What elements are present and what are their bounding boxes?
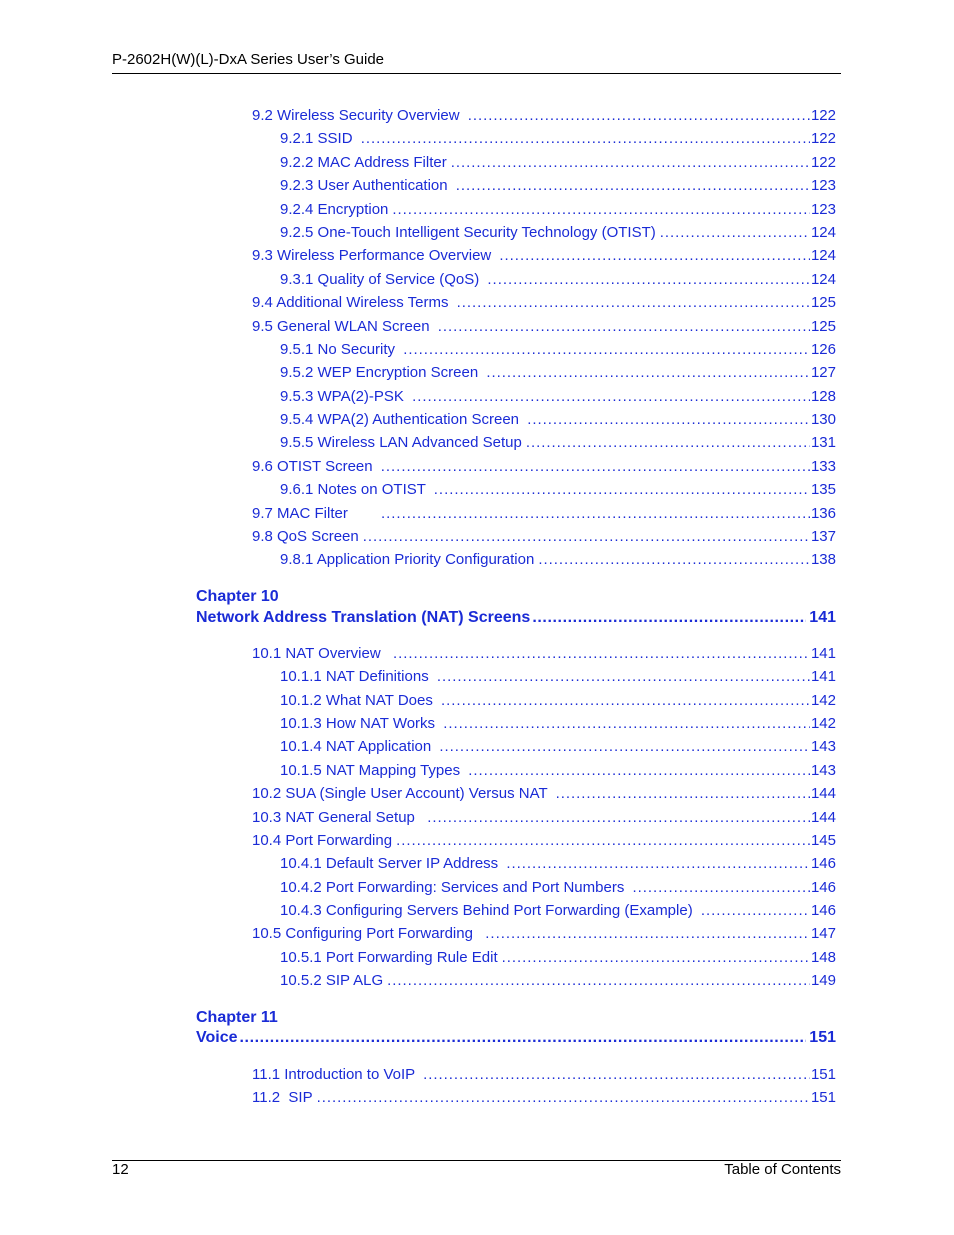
toc-entry-10-1-1[interactable] bbox=[280, 667, 836, 687]
toc-entry-label: 9.4 Additional Wireless Terms bbox=[252, 294, 453, 311]
toc-entry-label: 9.5.3 WPA(2)-PSK bbox=[280, 388, 409, 405]
dot-leader bbox=[412, 387, 810, 407]
dot-leader bbox=[434, 480, 810, 500]
toc-entry-page: 141 bbox=[810, 645, 836, 662]
toc-entry-9-5[interactable] bbox=[252, 317, 836, 337]
toc-entry-label: 10.4.2 Port Forwarding: Services and Port Numbers bbox=[280, 879, 629, 896]
dot-leader bbox=[468, 106, 810, 126]
dot-leader bbox=[423, 1065, 810, 1085]
header-rule bbox=[112, 73, 841, 74]
toc-entry-10-3[interactable] bbox=[252, 808, 836, 828]
dot-leader bbox=[451, 153, 810, 173]
dot-leader bbox=[427, 808, 810, 828]
chapter-11-entry[interactable] bbox=[196, 1027, 836, 1049]
page-header-title: P-2602H(W)(L)-DxA Series User’s Guide bbox=[112, 51, 385, 68]
toc-entry-9-3[interactable] bbox=[252, 246, 836, 266]
toc-entry-label: 9.2.2 MAC Address Filter bbox=[280, 154, 447, 171]
toc-entry-page: 124 bbox=[810, 224, 836, 241]
dot-leader bbox=[487, 270, 810, 290]
toc-entry-page: 130 bbox=[810, 411, 836, 428]
dot-leader bbox=[532, 607, 806, 629]
toc-entry-label: 10.1 NAT Overview bbox=[252, 645, 389, 662]
toc-entry-page: 149 bbox=[810, 972, 836, 989]
toc-entry-page: 142 bbox=[810, 715, 836, 732]
toc-entry-label: 9.5 General WLAN Screen bbox=[252, 318, 434, 335]
toc-entry-11-1[interactable] bbox=[252, 1065, 836, 1085]
dot-leader bbox=[361, 129, 810, 149]
toc-entry-page: 144 bbox=[810, 785, 836, 802]
toc-entry-page: 137 bbox=[810, 528, 836, 545]
toc-entry-10-1-3[interactable] bbox=[280, 714, 836, 734]
toc-entry-10-1-5[interactable] bbox=[280, 761, 836, 781]
toc-entry-label: 10.2 SUA (Single User Account) Versus NAT bbox=[252, 785, 552, 802]
toc-entry-page: 151 bbox=[810, 1089, 836, 1106]
toc-entry-page: 133 bbox=[810, 458, 836, 475]
toc-entry-page: 141 bbox=[810, 668, 836, 685]
dot-leader bbox=[506, 854, 810, 874]
toc-entry-11-2[interactable] bbox=[252, 1088, 836, 1108]
toc-entry-10-2[interactable] bbox=[252, 784, 836, 804]
dot-leader bbox=[387, 971, 810, 991]
toc-entry-9-2-5[interactable] bbox=[280, 223, 836, 243]
toc-entry-9-5-4[interactable] bbox=[280, 410, 836, 430]
chapter-page: 151 bbox=[809, 1029, 836, 1046]
toc-entry-page: 136 bbox=[810, 505, 836, 522]
toc-entry-label: 9.8.1 Application Priority Configuration bbox=[280, 551, 535, 568]
chapter-title: Network Address Translation (NAT) Screens bbox=[196, 609, 531, 626]
toc-entry-9-2-4[interactable] bbox=[280, 200, 836, 220]
toc-entry-label: 9.2.3 User Authentication bbox=[280, 177, 452, 194]
toc-entry-9-2[interactable] bbox=[252, 106, 836, 126]
toc-entry-label: 9.2 Wireless Security Overview bbox=[252, 107, 464, 124]
toc-entry-page: 138 bbox=[810, 551, 836, 568]
footer-page-number: 12 bbox=[112, 1161, 129, 1178]
toc-entry-9-4[interactable] bbox=[252, 293, 836, 313]
toc-entry-label: 9.8 QoS Screen bbox=[252, 528, 359, 545]
toc-entry-label: 11.2 SIP bbox=[252, 1089, 313, 1106]
toc-entry-label: 9.6.1 Notes on OTIST bbox=[280, 481, 430, 498]
toc-entry-9-5-5[interactable] bbox=[280, 433, 836, 453]
dot-leader bbox=[527, 410, 810, 430]
toc-entry-page: 126 bbox=[810, 341, 836, 358]
dot-leader bbox=[403, 340, 810, 360]
toc-entry-page: 151 bbox=[810, 1066, 836, 1083]
toc-entry-page: 127 bbox=[810, 364, 836, 381]
toc-entry-label: 10.1.5 NAT Mapping Types bbox=[280, 762, 465, 779]
toc-entry-label: 11.1 Introduction to VoIP bbox=[252, 1066, 420, 1083]
toc-entry-label: 9.5.1 No Security bbox=[280, 341, 400, 358]
toc-entry-page: 148 bbox=[810, 949, 836, 966]
toc-entry-page: 147 bbox=[810, 925, 836, 942]
toc-entry-label: 9.2.5 One-Touch Intelligent Security Technology (OTIST) bbox=[280, 224, 656, 241]
dot-leader bbox=[381, 457, 810, 477]
toc-entry-page: 146 bbox=[810, 879, 836, 896]
chapter-title: Voice bbox=[196, 1029, 238, 1046]
toc-entry-10-1-2[interactable] bbox=[280, 691, 836, 711]
footer-section-title: Table of Contents bbox=[724, 1161, 841, 1178]
toc-entry-10-5[interactable] bbox=[252, 924, 836, 944]
toc-entry-page: 122 bbox=[810, 130, 836, 147]
toc-entry-10-4-1[interactable] bbox=[280, 854, 836, 874]
toc-entry-label: 10.5.1 Port Forwarding Rule Edit bbox=[280, 949, 498, 966]
toc-entry-label: 9.7 MAC Filter bbox=[252, 505, 378, 522]
toc-entry-9-5-2[interactable] bbox=[280, 363, 836, 383]
toc-entry-page: 146 bbox=[810, 855, 836, 872]
dot-leader bbox=[363, 527, 810, 547]
toc-entry-page: 123 bbox=[810, 201, 836, 218]
toc-entry-page: 131 bbox=[810, 434, 836, 451]
dot-leader bbox=[438, 317, 810, 337]
dot-leader bbox=[441, 691, 810, 711]
dot-leader bbox=[456, 176, 810, 196]
toc-entry-10-4-3[interactable] bbox=[280, 901, 836, 921]
dot-leader bbox=[502, 948, 810, 968]
toc-entry-9-2-3[interactable] bbox=[280, 176, 836, 196]
toc-entry-page: 124 bbox=[810, 271, 836, 288]
dot-leader bbox=[393, 644, 810, 664]
toc-entry-page: 135 bbox=[810, 481, 836, 498]
toc-entry-page: 128 bbox=[810, 388, 836, 405]
toc-entry-label: 9.3.1 Quality of Service (QoS) bbox=[280, 271, 484, 288]
dot-leader bbox=[443, 714, 810, 734]
toc-entry-10-4-2[interactable] bbox=[280, 878, 836, 898]
toc-entry-10-5-1[interactable] bbox=[280, 948, 836, 968]
toc-entry-page: 125 bbox=[810, 294, 836, 311]
toc-entry-label: 10.4 Port Forwarding bbox=[252, 832, 393, 849]
dot-leader bbox=[701, 901, 810, 921]
chapter-page: 141 bbox=[809, 609, 836, 626]
dot-leader bbox=[396, 831, 810, 851]
toc-entry-label: 10.1.4 NAT Application bbox=[280, 738, 436, 755]
toc-entry-page: 124 bbox=[810, 247, 836, 264]
toc-entry-page: 144 bbox=[810, 809, 836, 826]
toc-entry-label: 9.5.5 Wireless LAN Advanced Setup bbox=[280, 434, 522, 451]
toc-entry-9-5-3[interactable] bbox=[280, 387, 836, 407]
toc-entry-page: 125 bbox=[810, 318, 836, 335]
toc-entry-page: 143 bbox=[810, 762, 836, 779]
toc-entry-label: 10.4.3 Configuring Servers Behind Port Forwarding (Example) bbox=[280, 902, 697, 919]
toc-entry-10-1-4[interactable] bbox=[280, 737, 836, 757]
toc-entry-page: 143 bbox=[810, 738, 836, 755]
toc-entry-label: 10.1.1 NAT Definitions bbox=[280, 668, 433, 685]
toc-entry-label: 10.1.2 What NAT Does bbox=[280, 692, 438, 709]
dot-leader bbox=[439, 737, 810, 757]
toc-entry-9-6[interactable] bbox=[252, 457, 836, 477]
toc-entry-label: 9.2.4 Encryption bbox=[280, 201, 389, 218]
toc-entry-page: 145 bbox=[810, 832, 836, 849]
toc-entry-page: 123 bbox=[810, 177, 836, 194]
toc-entry-9-5-1[interactable] bbox=[280, 340, 836, 360]
dot-leader bbox=[392, 200, 810, 220]
dot-leader bbox=[486, 363, 810, 383]
chapter-10-label: Chapter 10 bbox=[196, 588, 279, 605]
toc-entry-label: 9.6 OTIST Screen bbox=[252, 458, 377, 475]
toc-entry-10-1[interactable] bbox=[252, 644, 836, 664]
toc-entry-label: 10.4.1 Default Server IP Address bbox=[280, 855, 503, 872]
toc-entry-label: 9.2.1 SSID bbox=[280, 130, 357, 147]
toc-entry-label: 10.1.3 How NAT Works bbox=[280, 715, 440, 732]
toc-entry-label: 10.5 Configuring Port Forwarding bbox=[252, 925, 482, 942]
toc-entry-page: 122 bbox=[810, 154, 836, 171]
toc-entry-9-8[interactable] bbox=[252, 527, 836, 547]
toc-entry-label: 9.5.4 WPA(2) Authentication Screen bbox=[280, 411, 524, 428]
toc-entry-label: 10.3 NAT General Setup bbox=[252, 809, 424, 826]
toc-entry-9-8-1[interactable] bbox=[280, 550, 836, 570]
dot-leader bbox=[485, 924, 810, 944]
dot-leader bbox=[317, 1088, 810, 1108]
toc-entry-9-2-2[interactable] bbox=[280, 153, 836, 173]
toc-entry-page: 146 bbox=[810, 902, 836, 919]
dot-leader bbox=[240, 1027, 807, 1049]
dot-leader bbox=[457, 293, 810, 313]
toc-entry-9-7[interactable] bbox=[252, 504, 836, 524]
dot-leader bbox=[468, 761, 810, 781]
chapter-11-label: Chapter 11 bbox=[196, 1009, 278, 1026]
dot-leader bbox=[556, 784, 810, 804]
dot-leader bbox=[499, 246, 810, 266]
toc-entry-9-2-1[interactable] bbox=[280, 129, 836, 149]
dot-leader bbox=[538, 550, 810, 570]
dot-leader bbox=[633, 878, 810, 898]
dot-leader bbox=[437, 667, 810, 687]
toc-entry-10-4[interactable] bbox=[252, 831, 836, 851]
toc-entry-9-3-1[interactable] bbox=[280, 270, 836, 290]
toc-entry-page: 142 bbox=[810, 692, 836, 709]
toc-entry-page: 122 bbox=[810, 107, 836, 124]
toc-entry-10-5-2[interactable] bbox=[280, 971, 836, 991]
toc-entry-9-6-1[interactable] bbox=[280, 480, 836, 500]
toc-entry-label: 9.3 Wireless Performance Overview bbox=[252, 247, 496, 264]
toc-entry-label: 10.5.2 SIP ALG bbox=[280, 972, 384, 989]
toc-entry-label: 9.5.2 WEP Encryption Screen bbox=[280, 364, 483, 381]
chapter-10-entry[interactable] bbox=[196, 607, 836, 629]
dot-leader bbox=[381, 504, 810, 524]
dot-leader bbox=[526, 433, 810, 453]
dot-leader bbox=[660, 223, 810, 243]
